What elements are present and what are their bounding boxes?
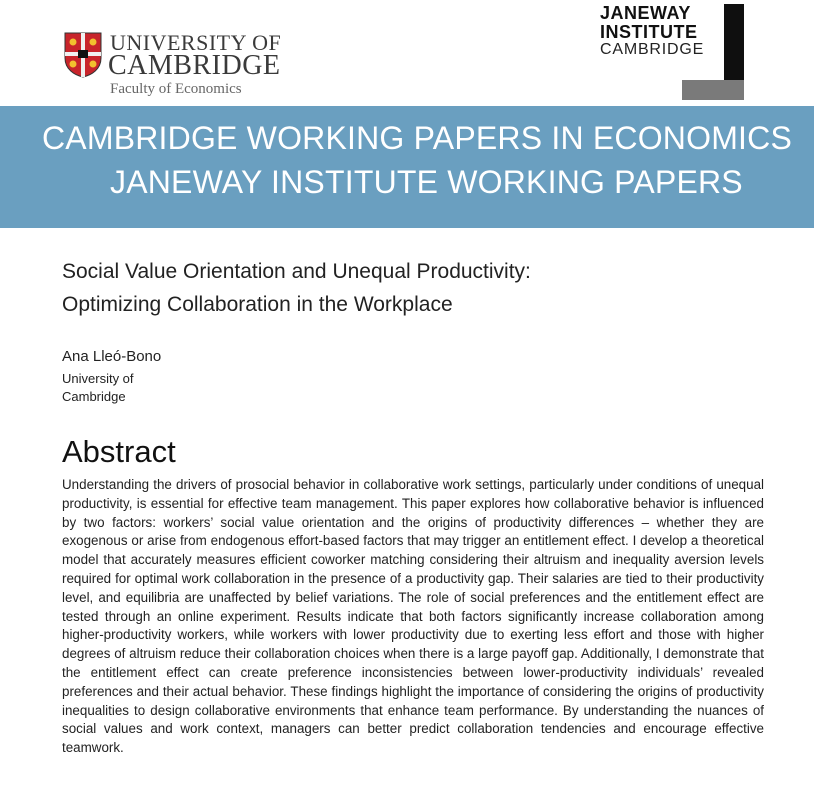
- cambridge-shield-icon: [64, 32, 102, 78]
- series-banner: [0, 106, 814, 228]
- janeway-logo-grey-bar: [682, 80, 744, 100]
- cambridge-logo-faculty: Faculty of Economics: [110, 81, 242, 97]
- cambridge-logo: [64, 30, 304, 100]
- abstract-text: Understanding the drivers of prosocial behavior in collaborative work settings, particularly under conditions of unequal productivity, is essential for effective team management. This paper explores how collaborative behavior is influenced by two factors: workers’ social value orientation and the origins of productivity differences – whether they are exogenous or arise from endogenous effort-based factors that may trigger an entitlement effect. I develop a theoretical model that accurately measures efficient coworker matching considering their altruism and inequality aversion levels required for optimal work collaboration in the presence of a productivity gap. Their salaries are tied to their productivity level, and equilibria are unaffected by belief variations. The role of social preferences and the entitlement effect are tested through an online experiment. Results indicate that both factors significantly increase collaboration among higher-productivity workers, while workers with lower productivity due to exerting less effort and those with higher degrees of altruism reduce their collaboration choices when there is a large payoff gap. Additionally, I demonstrate that the entitlement effect can create preference inconsistencies between lower-productivity individuals’ revealed preferences and their actual behavior. These findings highlight the importance of considering the origins of productivity inequalities to design collaborative environments that enhance team performance. By understanding the nuances of social values and work context, managers can better predict collaboration tendencies and encourage effective teamwork.: [62, 477, 764, 756]
- author-name: Ana Lleó-Bono: [62, 348, 162, 365]
- banner-line2: JANEWAY INSTITUTE WORKING PAPERS: [110, 164, 743, 200]
- abstract-heading: Abstract: [62, 434, 176, 469]
- janeway-logo-line3: CAMBRIDGE: [600, 41, 705, 58]
- paper-title-line2: Optimizing Collaboration in the Workplace: [62, 293, 453, 316]
- cambridge-logo-line1: UNIVERSITY OF: [110, 30, 282, 55]
- janeway-logo-line1: JANEWAY: [600, 3, 691, 23]
- cambridge-logo-line2: CAMBRIDGE: [108, 50, 281, 81]
- janeway-logo: [596, 0, 756, 104]
- author-affiliation-line1: University of: [62, 371, 134, 386]
- janeway-logo-line2: INSTITUTE: [600, 22, 698, 42]
- author-affiliation-line2: Cambridge: [62, 389, 126, 404]
- banner-line1: CAMBRIDGE WORKING PAPERS IN ECONOMICS: [42, 120, 792, 156]
- paper-title-line1: Social Value Orientation and Unequal Productivity:: [62, 260, 531, 283]
